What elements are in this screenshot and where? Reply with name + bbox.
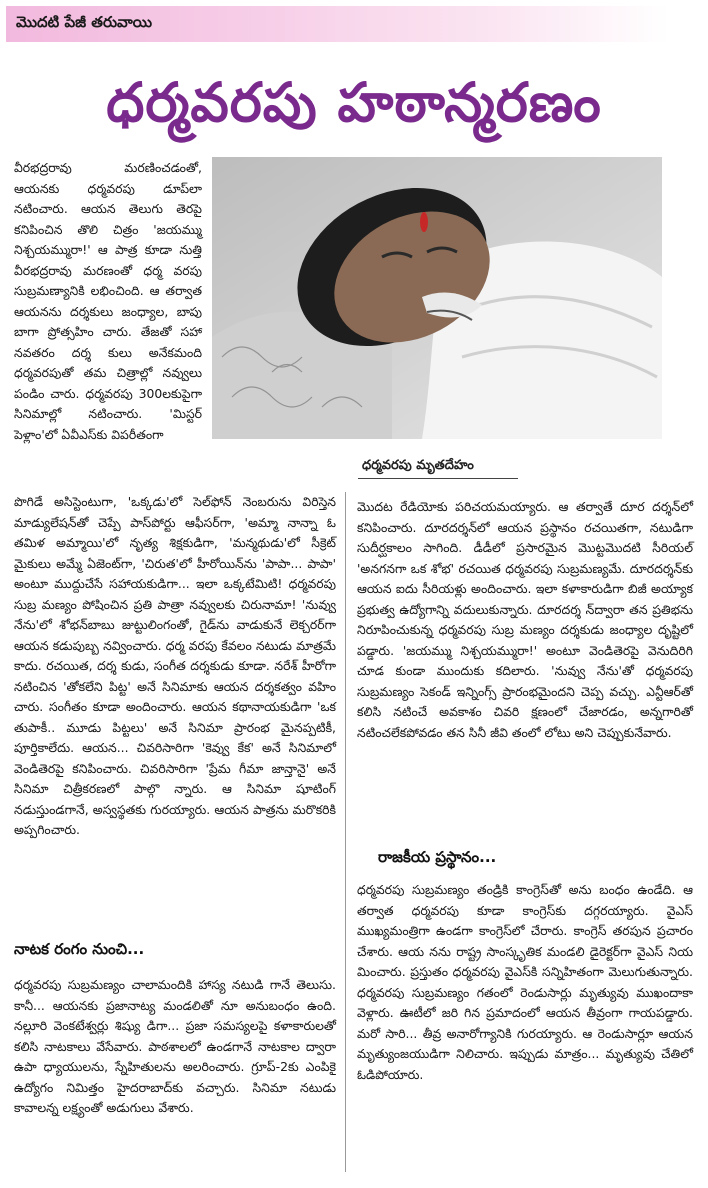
section-banner xyxy=(6,6,668,42)
article-body-right: మొదట రేడియోకు పరిచయమయ్యారు. ఆ తర్వాతే దూర దర్శన్‌లో కనిపించారు. దూరదర్శన్‌లో ఆయన ప్రస్థానం రచయితగా, నటుడిగా సుదీర్ఘకాలం సాగింది. డీడీలో ప్రసారమైన మొట్టమొదటి సీరియల్ 'అనగనగా ఒక శోభ' రచయిత ధర్మవరపు సుబ్రమణ్యమే. దూరదర్శన్‌కు ఆయన ఐదు సీరియళ్లు అందించారు. ఇలా కళాకారుడిగా బిజీ అయ్యాక ప్రభుత్వ ఉద్యోగాన్ని వదులుకున్నారు. దూరదర్శ న్‌ద్వారా తన ప్రతిభను నిరూపించుకున్న ధర్మవరపు సుబ్ర మణ్యం దర్శకుడు జంధ్యాల దృష్టిలో పడ్డారు. 'జయమ్ము నిశ్చయమ్మురా!' అంటూ వెండితెరపై వెనుదిరిగి చూడ కుండా ముందుకు కదిలారు. 'నువ్వు నేను'తో ధర్మవరపు సుబ్రమణ్యం సెకండ్ ఇన్నింగ్స్ ప్రారంభమైందని చెప్ప వచ్చు. ఎన్టీఆర్‌తో కలిసి నటించే అవకాశం చివరి క్షణంలో చేజారడం, అన్నగారితో నటించలేకపోవడం తన సినీ జీవి తంలో లోటు అని చెప్పుకునేవారు. xyxy=(357,499,693,740)
column-divider xyxy=(345,492,346,1172)
subhead-politics: రాజకీయ ప్రస్థానం... xyxy=(378,848,497,866)
article-body-right-2: ధర్మవరపు సుబ్రమణ్యం తండ్రికి కాంగ్రెస్‌తో అను బంధం ఉండేది. ఆ తర్వాత ధర్మవరపు కూడా కాంగ్రెస్‌కు దగ్గరయ్యారు. వైఎస్ ముఖ్యమంత్రిగా ఉండగా కాంగ్రెస్‌లో చేరారు. కాంగ్రెస్ తరపున ప్రచారం చేశారు. ఆయ నను రాష్ట్ర సాంస్కృతిక మండలి డైరెక్టర్‌గా వైఎస్ నియ మించారు. ప్రస్తుతం ధర్మవరపు వైఎస్‌కి సన్నిహితంగా మెలుగుతున్నారు. ధర్మవరపు సుబ్రమణ్యం గతంలో రెండుసార్లు మృత్యువు ముఖందాకా వెళ్లారు. ఊటీలో జరి గిన ప్రమాదంలో ఆయన తీవ్రంగా గాయపడ్డారు. మరో సారి... తీవ్ర అనారోగ్యానికి గురయ్యారు. ఆ రెండుసార్లూ ఆయన మృత్యుంజయుడిగా నిలిచారు. ఇప్పుడు మాత్రం... మృత్యువు చేతిలో ఓడిపోయారు. xyxy=(357,882,693,1082)
photo-illustration xyxy=(212,157,662,439)
subhead-theatre: నాటక రంగం నుంచి... xyxy=(14,940,145,958)
caption-underline xyxy=(358,478,518,479)
article-body-left-2: ధర్మవరపు సుబ్రమణ్యం చాలామందికి హాస్య నటుడి గానే తెలుసు. కానీ... ఆయనకు ప్రజానాట్య మండలితో నూ అనుబంధం ఉంది. నల్లూరి వెంకటేశ్వర్లు శిష్యు డిగా... ప్రజా సమస్యలపై కళాకారులతో కలిసి నాటకాలు వేసేవారు. పాఠశాలలో ఉండగానే నాటకాల ద్వారా ఉపా ధ్యాయులను, స్నేహితులను అలరించారు. గ్రూప్-2కు ఎంపికై ఉద్యోగం నిమిత్తం హైదరాబాద్‌కు వచ్చారు. సినిమా నటుడు కావాలన్న లక్ష్యంతో అడుగులు వేశారు. xyxy=(14,977,336,1115)
article-body-left: పొగిడే అసిస్టెంటుగా, 'ఒక్కడు'లో సెల్‌ఫోన్ నెంబరును విరిస్తెన మాడ్యులేషన్‌తో చెప్పే పాస్‌పోర్టు ఆఫీసర్‌గా, 'అమ్మా నాన్నా ఓ తమిళ అమ్మాయి'లో నృత్య శిక్షకుడిగా, 'మన్మథుడు'లో సీక్రెట్ మైకులు అమ్మే ఏజెంట్‌గా, 'చిరుత'లో హీరోయిన్‌ను 'పాపా... పాపా' అంటూ ముద్దుచేసే సహాయకుడిగా... ఇలా ఒక్కటేమిటి! ధర్మవరపు సుబ్ర మణ్యం పోషించిన ప్రతి పాత్రా నవ్వులకు చిరునామా! 'నువ్వు నేను'లో శోభన్‌బాబు జుట్టులింగంతో, గైడ్‌ను వాడుకునే లెక్చరర్‌గా ఆయన కడుపుబ్బ నవ్వించారు. ధర్మ వరపు కేవలం నటుడు మాత్రమే కాదు. రచయిత, దర్శ కుడు, సంగీత దర్శకుడు కూడా. నరేశ్ హీరోగా నటించిన 'తోకలేని పిట్ట' అనే సినిమాకు ఆయన దర్శకత్వం వహిం చారు. సంగీతం కూడా అందించారు. ఆయన కథానాయకుడిగా 'ఒక తుపాకీ.. మూడు పిట్టలు' అనే సినిమా ప్రారంభ మైనప్పటికీ, పూర్తికాలేదు. ఆయన... చివరిసారిగా 'కెవ్వు కేక' అనే సినిమాలో వెండితెరపై కనిపించారు. చివరిసారిగా 'ప్రేమ గీమా జాన్తానై' అనే సినిమా చిత్రీకరణలో పాల్గొ న్నారు. ఆ సినిమా షూటింగ్ నడుస్తుండగానే, అస్వస్థతకు గురయ్యారు. ఆయన పాత్రను మరొకరికి అప్పగించారు. xyxy=(14,494,336,837)
photo-caption: ధర్మవరపు మృతదేహం xyxy=(362,458,474,473)
news-photo xyxy=(212,157,662,439)
banner-label: మొదటి పేజీ తరువాయి xyxy=(16,13,153,31)
headline: ధర్మవరపు హఠాన్మరణం xyxy=(106,71,602,134)
article-intro-text: వీరభద్రరావు మరణించడంతో, ఆయనకు ధర్మవరపు డూప్‌లా నటించారు. ఆయన తెలుగు తెరపై కనిపించిన తొలి చిత్రం 'జయమ్ము నిశ్చయమ్మురా!' ఆ పాత్ర కూడా నుత్తి వీరభద్రరావు మరణంతో ధర్మ వరపు సుబ్రమణ్యానికి లభించింది. ఆ తర్వాత ఆయనను దర్శకులు జంధ్యాల, బాపు బాగా ప్రోత్సహిం చారు. తేజతో సహా నవతరం దర్శ కులు అనేకమంది ధర్మవరపుతో తమ చిత్రాల్లో నవ్వులు పండిం చారు. ధర్మవరపు 300లకుపైగా సినిమాల్లో నటించారు. 'మిస్టర్ పెళ్లాం'లో ఏవీఎస్‌కు విపరీతంగా xyxy=(14,160,202,442)
